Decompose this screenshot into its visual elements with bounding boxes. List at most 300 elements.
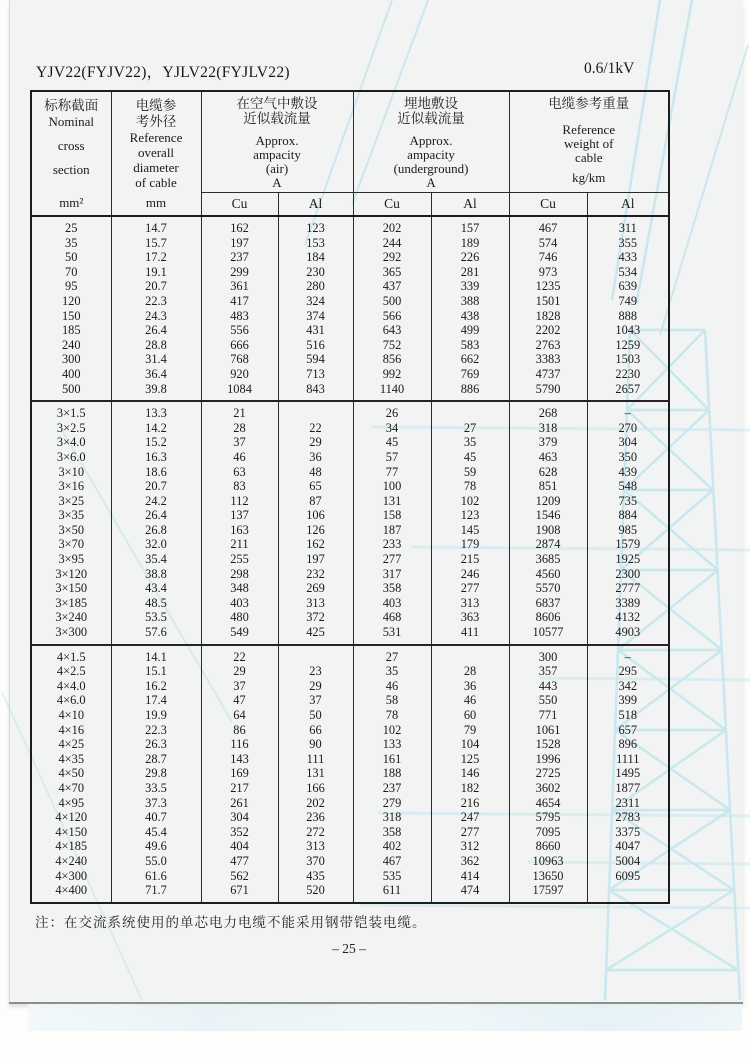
cell-section: 3×300 bbox=[31, 625, 111, 645]
cell-air-cu: 197 bbox=[201, 236, 278, 251]
cell-section: 4×35 bbox=[31, 752, 111, 767]
cell-air-al: 48 bbox=[278, 465, 353, 480]
table-row bbox=[31, 854, 669, 869]
table-block bbox=[31, 216, 669, 401]
cell-section: 70 bbox=[31, 265, 111, 280]
cell-air-cu: 137 bbox=[201, 508, 278, 523]
cell-diameter: 14.1 bbox=[111, 645, 201, 665]
cell-air-al: 425 bbox=[278, 625, 353, 645]
header-ug-zh1: 埋地敷设 bbox=[404, 96, 458, 111]
cell-air-al: 516 bbox=[278, 338, 353, 353]
cell-ug-al: 79 bbox=[431, 723, 509, 738]
cell-ug-al: 281 bbox=[431, 265, 509, 280]
cell-air-cu: 417 bbox=[201, 294, 278, 309]
table-row bbox=[31, 309, 669, 324]
cell-section: 500 bbox=[31, 382, 111, 402]
cell-air-cu: 63 bbox=[201, 465, 278, 480]
cell-ug-al: 215 bbox=[431, 552, 509, 567]
table-row bbox=[31, 479, 669, 494]
cell-diameter: 36.4 bbox=[111, 367, 201, 382]
cell-ug-al: 125 bbox=[431, 752, 509, 767]
cell-air-al: 90 bbox=[278, 737, 353, 752]
cell-air-cu: 47 bbox=[201, 693, 278, 708]
cell-air-al: 236 bbox=[278, 810, 353, 825]
table-row bbox=[31, 382, 669, 402]
cell-wt-al: 3389 bbox=[587, 596, 669, 611]
header-diameter-en2: overall bbox=[137, 144, 175, 160]
cell-wt-al: 4132 bbox=[587, 610, 669, 625]
cell-wt-al: 342 bbox=[587, 679, 669, 694]
cell-section: 3×2.5 bbox=[31, 421, 111, 436]
cell-section: 4×2.5 bbox=[31, 664, 111, 679]
cell-ug-al: 189 bbox=[431, 236, 509, 251]
cell-section: 3×1.5 bbox=[31, 401, 111, 421]
cell-section: 50 bbox=[31, 250, 111, 265]
cell-wt-cu: 467 bbox=[509, 216, 587, 236]
cell-section: 240 bbox=[31, 338, 111, 353]
cell-air-cu: 920 bbox=[201, 367, 278, 382]
cell-air-al: 29 bbox=[278, 435, 353, 450]
table-row bbox=[31, 250, 669, 265]
page-number: – 25 – bbox=[332, 941, 366, 956]
cell-wt-cu: 1209 bbox=[509, 494, 587, 509]
cell-air-cu: 556 bbox=[201, 323, 278, 338]
table-row bbox=[31, 810, 669, 825]
cell-air-al: 131 bbox=[278, 766, 353, 781]
cell-air-al: 431 bbox=[278, 323, 353, 338]
table-row bbox=[31, 352, 669, 367]
cell-diameter: 19.1 bbox=[111, 265, 201, 280]
cell-air-cu: 477 bbox=[201, 854, 278, 869]
header-ug-en: Approx. ampacity (underground) A bbox=[393, 133, 469, 190]
cell-wt-cu: 3383 bbox=[509, 352, 587, 367]
cell-ug-al: 226 bbox=[431, 250, 509, 265]
cell-diameter: 38.8 bbox=[111, 567, 201, 582]
header-reference-diameter bbox=[111, 91, 201, 216]
cell-ug-al: 145 bbox=[431, 523, 509, 538]
cell-ug-cu: 100 bbox=[353, 479, 431, 494]
cell-air-cu: 549 bbox=[201, 625, 278, 645]
header-section-zh: 标称截面 bbox=[44, 97, 99, 113]
cell-diameter: 71.7 bbox=[111, 883, 201, 903]
cell-diameter: 22.3 bbox=[111, 294, 201, 309]
cell-wt-cu: 746 bbox=[509, 250, 587, 265]
cell-wt-cu: 10577 bbox=[509, 625, 587, 645]
cell-ug-cu: 237 bbox=[353, 781, 431, 796]
cell-ug-al: 45 bbox=[431, 450, 509, 465]
cell-ug-al: 474 bbox=[431, 883, 509, 903]
cell-section: 4×95 bbox=[31, 796, 111, 811]
cell-diameter: 14.7 bbox=[111, 216, 201, 236]
cell-ug-cu: 202 bbox=[353, 216, 431, 236]
cell-wt-al: 749 bbox=[587, 294, 669, 309]
cell-air-al: 166 bbox=[278, 781, 353, 796]
cell-wt-cu: 1908 bbox=[509, 523, 587, 538]
cell-wt-cu: 5570 bbox=[509, 581, 587, 596]
cell-air-al: 594 bbox=[278, 352, 353, 367]
cell-wt-cu: 2763 bbox=[509, 338, 587, 353]
cell-diameter: 55.0 bbox=[111, 854, 201, 869]
cell-diameter: 17.4 bbox=[111, 693, 201, 708]
table-row bbox=[31, 450, 669, 465]
cell-section: 3×150 bbox=[31, 581, 111, 596]
table-row bbox=[31, 552, 669, 567]
cell-air-al: 232 bbox=[278, 567, 353, 582]
cell-wt-al: 439 bbox=[587, 465, 669, 480]
cell-wt-cu: 1501 bbox=[509, 294, 587, 309]
table-row bbox=[31, 664, 669, 679]
cell-wt-cu: 357 bbox=[509, 664, 587, 679]
cell-ug-cu: 27 bbox=[353, 645, 431, 665]
header-diameter-unit: mm bbox=[145, 194, 167, 210]
cell-ug-cu: 277 bbox=[353, 552, 431, 567]
table-row bbox=[31, 869, 669, 884]
cell-ug-cu: 500 bbox=[353, 294, 431, 309]
cell-wt-al: 2300 bbox=[587, 567, 669, 582]
cell-air-al: 435 bbox=[278, 869, 353, 884]
cell-wt-cu: 463 bbox=[509, 450, 587, 465]
cell-air-cu: 86 bbox=[201, 723, 278, 738]
table-row bbox=[31, 508, 669, 523]
cell-diameter: 29.8 bbox=[111, 766, 201, 781]
table-row bbox=[31, 435, 669, 450]
cell-air-al: 37 bbox=[278, 693, 353, 708]
cell-wt-al: 2777 bbox=[587, 581, 669, 596]
cell-air-cu: 162 bbox=[201, 216, 278, 236]
cell-wt-al: 534 bbox=[587, 265, 669, 280]
header-ampacity-air bbox=[201, 91, 353, 193]
cell-wt-al: 304 bbox=[587, 435, 669, 450]
cell-air-cu: 28 bbox=[201, 421, 278, 436]
cell-ug-cu: 34 bbox=[353, 421, 431, 436]
cell-wt-cu: 8606 bbox=[509, 610, 587, 625]
cell-ug-al: 411 bbox=[431, 625, 509, 645]
header-diameter-zh1: 电缆参 bbox=[135, 97, 177, 113]
cell-air-al: 153 bbox=[278, 236, 353, 251]
cell-wt-al: 735 bbox=[587, 494, 669, 509]
cell-ug-al: 59 bbox=[431, 465, 509, 480]
cell-air-al: 197 bbox=[278, 552, 353, 567]
cell-ug-al: 247 bbox=[431, 810, 509, 825]
cell-air-cu: 483 bbox=[201, 309, 278, 324]
cell-air-al: 111 bbox=[278, 752, 353, 767]
cell-section: 400 bbox=[31, 367, 111, 382]
cell-wt-al: 4047 bbox=[587, 839, 669, 854]
cell-section: 4×10 bbox=[31, 708, 111, 723]
table-row bbox=[31, 581, 669, 596]
cell-ug-al: 313 bbox=[431, 596, 509, 611]
cell-wt-al: 888 bbox=[587, 309, 669, 324]
cell-ug-al: 246 bbox=[431, 567, 509, 582]
cell-ug-cu: 992 bbox=[353, 367, 431, 382]
cell-air-cu: 361 bbox=[201, 279, 278, 294]
cell-wt-cu: 1235 bbox=[509, 279, 587, 294]
cell-section: 3×25 bbox=[31, 494, 111, 509]
cell-air-cu: 348 bbox=[201, 581, 278, 596]
cell-wt-al: 1579 bbox=[587, 537, 669, 552]
cell-diameter: 14.2 bbox=[111, 421, 201, 436]
cell-ug-cu: 57 bbox=[353, 450, 431, 465]
cell-ug-al: 36 bbox=[431, 679, 509, 694]
cell-wt-al: 548 bbox=[587, 479, 669, 494]
cell-section: 3×50 bbox=[31, 523, 111, 538]
cell-ug-cu: 26 bbox=[353, 401, 431, 421]
cell-air-al bbox=[278, 401, 353, 421]
cell-ug-cu: 77 bbox=[353, 465, 431, 480]
cell-air-al: 370 bbox=[278, 854, 353, 869]
subheader-ug-al: Al bbox=[431, 193, 509, 217]
cell-wt-cu: 628 bbox=[509, 465, 587, 480]
table-row bbox=[31, 679, 669, 694]
cell-section: 120 bbox=[31, 294, 111, 309]
cell-wt-al: 270 bbox=[587, 421, 669, 436]
cell-wt-cu: 1528 bbox=[509, 737, 587, 752]
cell-air-al: 50 bbox=[278, 708, 353, 723]
cell-air-cu: 217 bbox=[201, 781, 278, 796]
table-row bbox=[31, 752, 669, 767]
cell-section: 4×4.0 bbox=[31, 679, 111, 694]
cell-diameter: 13.3 bbox=[111, 401, 201, 421]
cell-wt-cu: 1546 bbox=[509, 508, 587, 523]
cell-air-al: 162 bbox=[278, 537, 353, 552]
cell-ug-al: 362 bbox=[431, 854, 509, 869]
cell-ug-cu: 1140 bbox=[353, 382, 431, 402]
cell-air-al: 372 bbox=[278, 610, 353, 625]
cell-diameter: 19.9 bbox=[111, 708, 201, 723]
header-air-zh1: 在空气中敷设 bbox=[236, 96, 318, 111]
cell-wt-cu: 1828 bbox=[509, 309, 587, 324]
cell-section: 3×10 bbox=[31, 465, 111, 480]
cell-wt-al: 1111 bbox=[587, 752, 669, 767]
cell-ug-al: 146 bbox=[431, 766, 509, 781]
cell-air-cu: 64 bbox=[201, 708, 278, 723]
cell-section: 25 bbox=[31, 216, 111, 236]
cell-wt-cu: 4737 bbox=[509, 367, 587, 382]
cell-wt-cu: 3602 bbox=[509, 781, 587, 796]
cell-wt-cu: 4560 bbox=[509, 567, 587, 582]
cell-ug-cu: 752 bbox=[353, 338, 431, 353]
cell-ug-al: 28 bbox=[431, 664, 509, 679]
cell-wt-al: 884 bbox=[587, 508, 669, 523]
cell-wt-al: 1925 bbox=[587, 552, 669, 567]
cell-ug-cu: 279 bbox=[353, 796, 431, 811]
cell-air-cu: 37 bbox=[201, 679, 278, 694]
cell-air-al: 123 bbox=[278, 216, 353, 236]
cell-air-cu: 29 bbox=[201, 664, 278, 679]
table-row bbox=[31, 294, 669, 309]
header-section-en1: Nominal bbox=[48, 113, 94, 129]
cell-ug-cu: 535 bbox=[353, 869, 431, 884]
cell-wt-al: 657 bbox=[587, 723, 669, 738]
cell-wt-al: 4903 bbox=[587, 625, 669, 645]
cell-air-cu: 163 bbox=[201, 523, 278, 538]
cell-ug-cu: 403 bbox=[353, 596, 431, 611]
cell-air-al bbox=[278, 645, 353, 665]
table-row bbox=[31, 236, 669, 251]
cell-ug-cu: 45 bbox=[353, 435, 431, 450]
cell-section: 95 bbox=[31, 279, 111, 294]
cell-ug-cu: 161 bbox=[353, 752, 431, 767]
cell-wt-al: 350 bbox=[587, 450, 669, 465]
table-row bbox=[31, 708, 669, 723]
cell-wt-al: – bbox=[587, 645, 669, 665]
cell-air-cu: 299 bbox=[201, 265, 278, 280]
cell-air-cu: 352 bbox=[201, 825, 278, 840]
cell-diameter: 15.7 bbox=[111, 236, 201, 251]
header-air-en: Approx. ampacity (air) A bbox=[253, 133, 301, 190]
page-title: YJV22(FYJV22)，YJLV22(FYJLV22) bbox=[36, 64, 290, 81]
cell-diameter: 24.3 bbox=[111, 309, 201, 324]
cell-ug-cu: 78 bbox=[353, 708, 431, 723]
cell-section: 4×185 bbox=[31, 839, 111, 854]
cell-wt-cu: 771 bbox=[509, 708, 587, 723]
cell-section: 150 bbox=[31, 309, 111, 324]
cell-diameter: 16.3 bbox=[111, 450, 201, 465]
cell-section: 4×6.0 bbox=[31, 693, 111, 708]
cell-ug-al bbox=[431, 401, 509, 421]
cell-air-cu: 83 bbox=[201, 479, 278, 494]
table-row bbox=[31, 401, 669, 421]
cell-diameter: 32.0 bbox=[111, 537, 201, 552]
cell-wt-cu: 1061 bbox=[509, 723, 587, 738]
cell-section: 3×120 bbox=[31, 567, 111, 582]
cell-section: 35 bbox=[31, 236, 111, 251]
cell-ug-cu: 365 bbox=[353, 265, 431, 280]
cell-wt-cu: 5795 bbox=[509, 810, 587, 825]
cell-air-al: 313 bbox=[278, 596, 353, 611]
cell-diameter: 28.7 bbox=[111, 752, 201, 767]
cell-ug-al: 438 bbox=[431, 309, 509, 324]
cell-diameter: 33.5 bbox=[111, 781, 201, 796]
cell-ug-al: 662 bbox=[431, 352, 509, 367]
cell-diameter: 16.2 bbox=[111, 679, 201, 694]
cell-air-al: 22 bbox=[278, 421, 353, 436]
cell-wt-cu: 550 bbox=[509, 693, 587, 708]
cell-wt-al: 896 bbox=[587, 737, 669, 752]
cell-diameter: 61.6 bbox=[111, 869, 201, 884]
cell-ug-cu: 233 bbox=[353, 537, 431, 552]
cell-air-al: 87 bbox=[278, 494, 353, 509]
table-row bbox=[31, 883, 669, 903]
table-row bbox=[31, 839, 669, 854]
header-air-zh2: 近似载流量 bbox=[243, 111, 311, 126]
cell-wt-cu: 13650 bbox=[509, 869, 587, 884]
cell-ug-cu: 188 bbox=[353, 766, 431, 781]
cell-ug-cu: 402 bbox=[353, 839, 431, 854]
cell-air-cu: 37 bbox=[201, 435, 278, 450]
subheader-wt-al: Al bbox=[587, 193, 669, 217]
table-row bbox=[31, 596, 669, 611]
cell-air-cu: 21 bbox=[201, 401, 278, 421]
cell-ug-cu: 566 bbox=[353, 309, 431, 324]
subheader-air-al: Al bbox=[278, 193, 353, 217]
cell-air-cu: 237 bbox=[201, 250, 278, 265]
cell-wt-cu: 5790 bbox=[509, 382, 587, 402]
cell-diameter: 22.3 bbox=[111, 723, 201, 738]
cell-air-al: 313 bbox=[278, 839, 353, 854]
cell-diameter: 35.4 bbox=[111, 552, 201, 567]
cell-wt-cu: 2725 bbox=[509, 766, 587, 781]
cell-ug-al: 388 bbox=[431, 294, 509, 309]
cell-section: 3×185 bbox=[31, 596, 111, 611]
header-diameter-en4: of cable bbox=[135, 174, 177, 190]
cell-diameter: 37.3 bbox=[111, 796, 201, 811]
cell-section: 3×6.0 bbox=[31, 450, 111, 465]
voltage-rating: 0.6/1kV bbox=[584, 60, 635, 77]
cell-ug-cu: 158 bbox=[353, 508, 431, 523]
cell-ug-al: 769 bbox=[431, 367, 509, 382]
cell-wt-al: 1495 bbox=[587, 766, 669, 781]
cell-air-al: 202 bbox=[278, 796, 353, 811]
header-nominal-cross-section bbox=[31, 91, 111, 216]
header-reference-weight bbox=[509, 91, 669, 193]
cell-wt-cu: 851 bbox=[509, 479, 587, 494]
cell-wt-cu: 300 bbox=[509, 645, 587, 665]
cell-ug-al: 363 bbox=[431, 610, 509, 625]
subheader-ug-cu: Cu bbox=[353, 193, 431, 217]
cell-ug-al: 312 bbox=[431, 839, 509, 854]
cell-diameter: 49.6 bbox=[111, 839, 201, 854]
table-row bbox=[31, 338, 669, 353]
cell-section: 3×240 bbox=[31, 610, 111, 625]
cell-diameter: 39.8 bbox=[111, 382, 201, 402]
cell-ug-cu: 468 bbox=[353, 610, 431, 625]
cell-wt-cu: 8660 bbox=[509, 839, 587, 854]
cell-wt-al: 1043 bbox=[587, 323, 669, 338]
cell-ug-al bbox=[431, 645, 509, 665]
table-row bbox=[31, 465, 669, 480]
cell-section: 4×1.5 bbox=[31, 645, 111, 665]
cell-diameter: 26.3 bbox=[111, 737, 201, 752]
cell-section: 3×70 bbox=[31, 537, 111, 552]
cell-wt-al: 5004 bbox=[587, 854, 669, 869]
cell-diameter: 57.6 bbox=[111, 625, 201, 645]
table-block bbox=[31, 645, 669, 903]
cell-ug-al: 339 bbox=[431, 279, 509, 294]
cell-ug-cu: 358 bbox=[353, 581, 431, 596]
cell-ug-cu: 643 bbox=[353, 323, 431, 338]
cell-wt-al: 355 bbox=[587, 236, 669, 251]
cell-wt-al: 399 bbox=[587, 693, 669, 708]
cell-diameter: 26.4 bbox=[111, 323, 201, 338]
cell-air-cu: 255 bbox=[201, 552, 278, 567]
table-row bbox=[31, 421, 669, 436]
cell-ug-al: 179 bbox=[431, 537, 509, 552]
cell-air-al: 184 bbox=[278, 250, 353, 265]
cell-air-cu: 116 bbox=[201, 737, 278, 752]
cable-spec-table bbox=[30, 90, 670, 904]
cell-ug-cu: 467 bbox=[353, 854, 431, 869]
cell-diameter: 45.4 bbox=[111, 825, 201, 840]
cell-ug-al: 277 bbox=[431, 581, 509, 596]
header-diameter-en3: diameter bbox=[133, 159, 179, 175]
cell-air-al: 36 bbox=[278, 450, 353, 465]
cell-air-cu: 768 bbox=[201, 352, 278, 367]
cell-section: 4×150 bbox=[31, 825, 111, 840]
cell-air-al: 520 bbox=[278, 883, 353, 903]
cell-air-al: 23 bbox=[278, 664, 353, 679]
cell-wt-cu: 17597 bbox=[509, 883, 587, 903]
cell-wt-al: 1877 bbox=[587, 781, 669, 796]
cell-air-al: 713 bbox=[278, 367, 353, 382]
cell-wt-cu: 4654 bbox=[509, 796, 587, 811]
cell-ug-al: 157 bbox=[431, 216, 509, 236]
cell-ug-cu: 318 bbox=[353, 810, 431, 825]
cell-air-al: 29 bbox=[278, 679, 353, 694]
cell-diameter: 24.2 bbox=[111, 494, 201, 509]
subheader-wt-cu: Cu bbox=[509, 193, 587, 217]
cell-wt-al bbox=[587, 883, 669, 903]
